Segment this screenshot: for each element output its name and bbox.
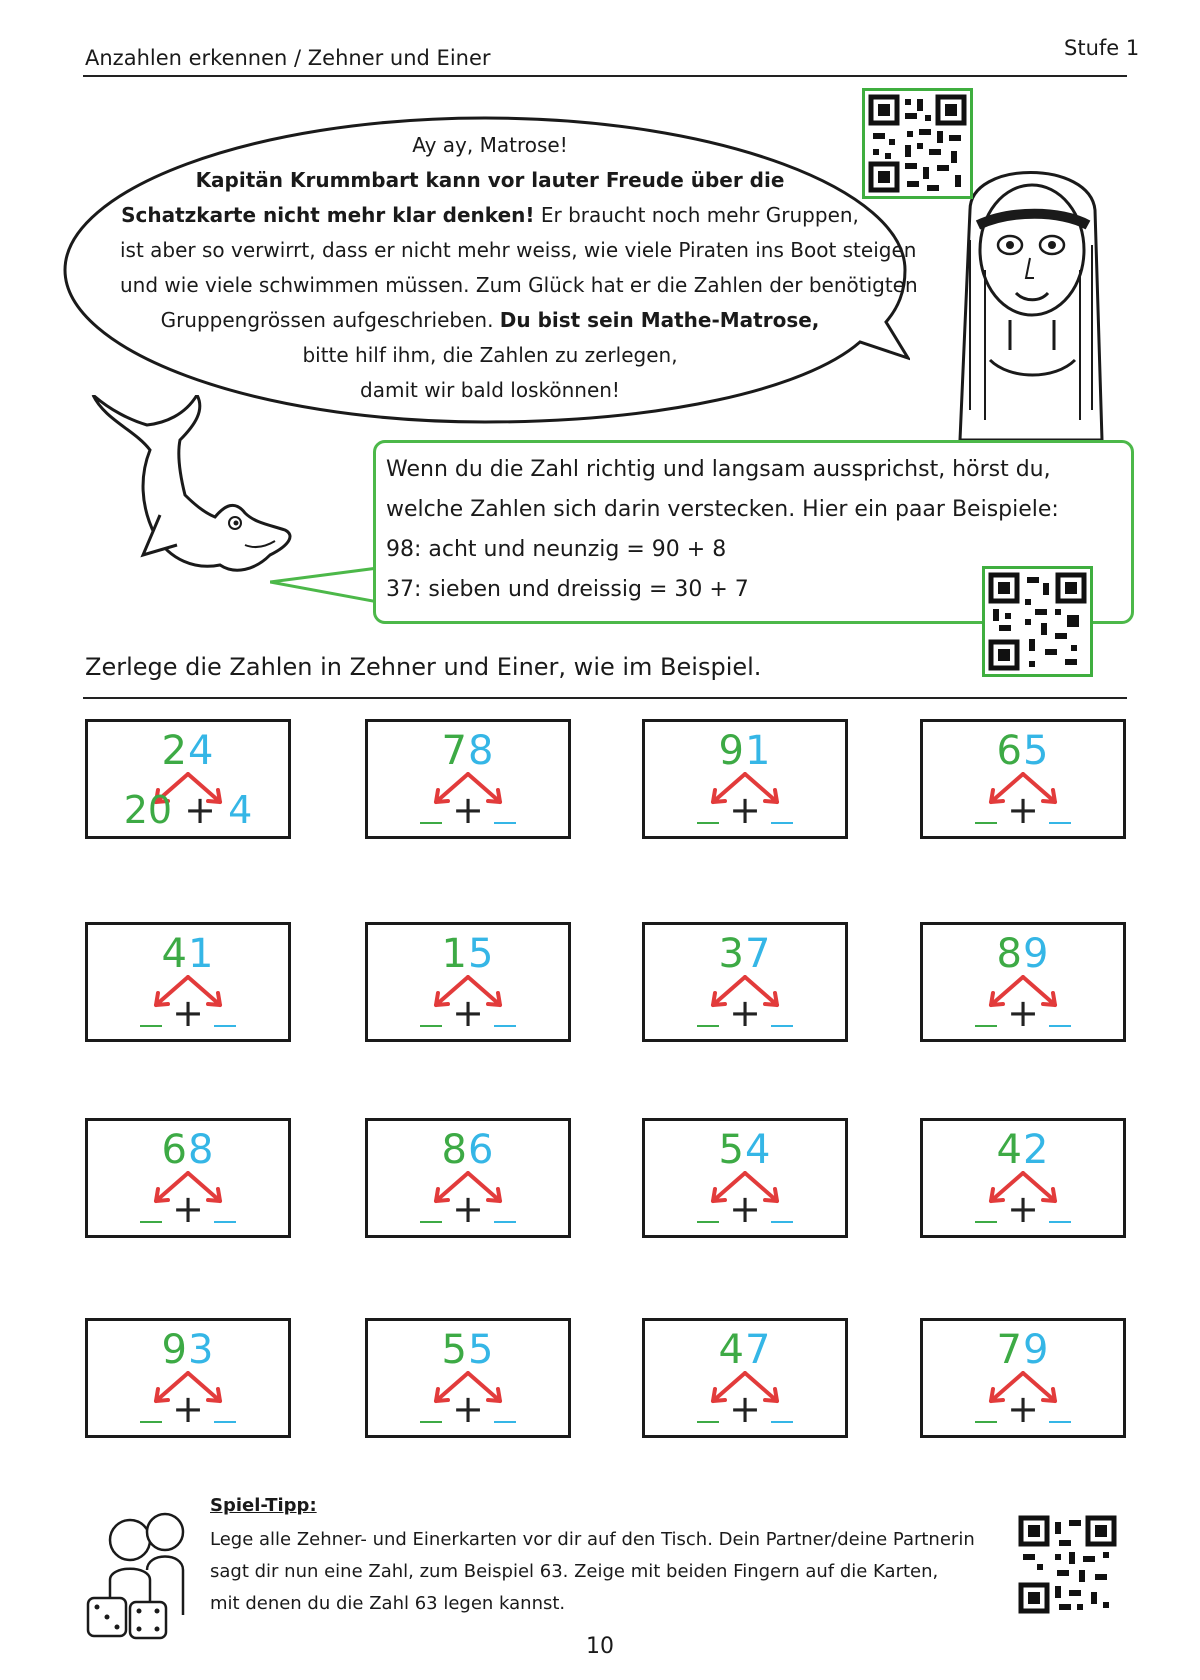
- ones-blank[interactable]: [771, 1421, 793, 1423]
- number-card: [85, 1118, 291, 1238]
- card-number: [923, 931, 1123, 977]
- hint-example: 37: sieben und dreissig = 30 + 7: [386, 577, 749, 602]
- tip-text: [210, 1524, 975, 1620]
- tens-blank[interactable]: [697, 822, 719, 824]
- plus-sign: +: [1007, 788, 1039, 832]
- ones-digit: 8: [468, 728, 495, 774]
- ones-digit: 2: [1023, 1127, 1050, 1173]
- instruction-divider: [83, 697, 1127, 699]
- tens-blank[interactable]: [697, 1221, 719, 1223]
- card-number: [923, 728, 1123, 774]
- tens-digit: 4: [161, 931, 188, 977]
- level-label: Stufe 1: [1064, 36, 1140, 60]
- number-card: [642, 1318, 848, 1438]
- bubble-line: damit wir bald loskönnen!: [360, 378, 620, 402]
- plus-sign: +: [452, 991, 484, 1035]
- bubble-bold-line: Schatzkarte nicht mehr klar denken!: [121, 203, 535, 227]
- card-number: [645, 931, 845, 977]
- number-card: [365, 719, 571, 839]
- card-number: [368, 1127, 568, 1173]
- tip-heading: Spiel-Tipp:: [210, 1495, 317, 1516]
- card-number: [88, 931, 288, 977]
- tens-blank[interactable]: [975, 822, 997, 824]
- tip-line: Lege alle Zehner- und Einerkarten vor dir auf den Tisch. Dein Partner/deine Partnerin: [210, 1529, 975, 1550]
- card-answer: [645, 1387, 845, 1431]
- plus-sign: +: [729, 991, 761, 1035]
- ones-blank[interactable]: [771, 1025, 793, 1027]
- card-answer: [645, 991, 845, 1035]
- number-card: [920, 1118, 1126, 1238]
- hint-text: [386, 450, 1086, 610]
- card-number: [88, 728, 288, 774]
- plus-sign: +: [729, 1387, 761, 1431]
- ones-digit: 5: [468, 931, 495, 977]
- bubble-line: Er braucht noch mehr Gruppen,: [534, 203, 859, 227]
- card-answer: [923, 991, 1123, 1035]
- card-answer: [88, 1387, 288, 1431]
- card-answer: [368, 788, 568, 832]
- tens-digit: 7: [441, 728, 468, 774]
- plus-sign: +: [1007, 1187, 1039, 1231]
- number-card: [85, 922, 291, 1042]
- ones-blank[interactable]: [494, 1421, 516, 1423]
- card-number: [923, 1127, 1123, 1173]
- card-number: [88, 1127, 288, 1173]
- tens-digit: 8: [996, 931, 1023, 977]
- ones-digit: 7: [745, 931, 772, 977]
- tens-digit: 4: [718, 1327, 745, 1373]
- number-card: [642, 922, 848, 1042]
- card-answer: [645, 1187, 845, 1231]
- tens-digit: 3: [718, 931, 745, 977]
- card-answer: [923, 788, 1123, 832]
- tens-blank[interactable]: [697, 1025, 719, 1027]
- ones-blank[interactable]: [214, 1421, 236, 1423]
- ones-blank[interactable]: [1049, 1221, 1071, 1223]
- card-answer: [923, 1187, 1123, 1231]
- tens-digit: 7: [996, 1327, 1023, 1373]
- hint-line: Wenn du die Zahl richtig und langsam aussprichst, hörst du,: [386, 457, 1051, 482]
- ones-blank[interactable]: [494, 822, 516, 824]
- card-answer: [923, 1387, 1123, 1431]
- ones-digit: 7: [745, 1327, 772, 1373]
- ones-blank[interactable]: [214, 1221, 236, 1223]
- bubble-line: Gruppengrössen aufgeschrieben.: [160, 308, 500, 332]
- number-card: [642, 719, 848, 839]
- card-number: [368, 931, 568, 977]
- plus-sign: +: [729, 788, 761, 832]
- hint-line: welche Zahlen sich darin verstecken. Hier ein paar Beispiele:: [386, 497, 1059, 522]
- plus-sign: +: [452, 1187, 484, 1231]
- tens-blank[interactable]: [420, 822, 442, 824]
- ones-digit: 5: [468, 1327, 495, 1373]
- answer-ones: 4: [228, 788, 253, 832]
- tens-digit: 4: [996, 1127, 1023, 1173]
- tens-digit: 5: [441, 1327, 468, 1373]
- ones-digit: 1: [745, 728, 772, 774]
- ones-digit: 1: [188, 931, 215, 977]
- card-number: [645, 1327, 845, 1373]
- ones-blank[interactable]: [1049, 822, 1071, 824]
- tip-line: mit denen du die Zahl 63 legen kannst.: [210, 1593, 566, 1614]
- task-instruction: Zerlege die Zahlen in Zehner und Einer, wie im Beispiel.: [85, 653, 762, 681]
- qr-code: [862, 88, 973, 199]
- tens-blank[interactable]: [420, 1221, 442, 1223]
- dolphin-illustration: [85, 395, 300, 605]
- ones-blank[interactable]: [494, 1221, 516, 1223]
- card-answer: [368, 1387, 568, 1431]
- ones-digit: 5: [1023, 728, 1050, 774]
- ones-digit: 6: [468, 1127, 495, 1173]
- number-card: [920, 719, 1126, 839]
- tens-digit: 9: [718, 728, 745, 774]
- qr-code: [982, 566, 1093, 677]
- ones-digit: 4: [745, 1127, 772, 1173]
- number-card: [365, 1118, 571, 1238]
- ones-blank[interactable]: [214, 1025, 236, 1027]
- tens-blank[interactable]: [975, 1221, 997, 1223]
- speech-text: [120, 128, 918, 408]
- tens-blank[interactable]: [420, 1025, 442, 1027]
- tens-digit: 8: [441, 1127, 468, 1173]
- ones-blank[interactable]: [1049, 1025, 1071, 1027]
- tens-digit: 9: [161, 1327, 188, 1373]
- answer-tens: 20: [123, 788, 173, 832]
- card-answer: [88, 788, 288, 832]
- card-answer: [368, 1187, 568, 1231]
- bubble-bold-line: Du bist sein Mathe-Matrose,: [499, 308, 820, 332]
- card-number: [88, 1327, 288, 1373]
- plus-sign: +: [172, 1187, 204, 1231]
- bubble-greeting: Ay ay, Matrose!: [412, 133, 568, 157]
- number-card: [85, 719, 291, 839]
- ones-digit: 8: [188, 1127, 215, 1173]
- card-answer: [88, 991, 288, 1035]
- tens-blank[interactable]: [975, 1025, 997, 1027]
- tens-digit: 6: [161, 1127, 188, 1173]
- plus-sign: +: [729, 1187, 761, 1231]
- plus-sign: +: [1007, 1387, 1039, 1431]
- card-number: [368, 1327, 568, 1373]
- header-title: Anzahlen erkennen / Zehner und Einer: [85, 46, 491, 70]
- card-number: [368, 728, 568, 774]
- tens-digit: 1: [441, 931, 468, 977]
- tens-blank[interactable]: [697, 1421, 719, 1423]
- ones-blank[interactable]: [771, 822, 793, 824]
- number-card: [920, 1318, 1126, 1438]
- bubble-bold-line: Kapitän Krummbart kann vor lauter Freude über die: [195, 168, 785, 192]
- header-divider: [83, 75, 1127, 77]
- plus-sign: +: [172, 991, 204, 1035]
- plus-sign: +: [172, 788, 229, 832]
- tip-line: sagt dir nun eine Zahl, zum Beispiel 63. Zeige mit beiden Fingern auf die Karten,: [210, 1561, 939, 1582]
- qr-code: [1015, 1512, 1120, 1617]
- card-answer: [645, 788, 845, 832]
- page-number: 10: [586, 1634, 614, 1659]
- card-number: [645, 1127, 845, 1173]
- tens-digit: 6: [996, 728, 1023, 774]
- number-card: [365, 1318, 571, 1438]
- ones-blank[interactable]: [1049, 1421, 1071, 1423]
- plus-sign: +: [1007, 991, 1039, 1035]
- game-tip-icon: [85, 1510, 200, 1645]
- bubble-line: und wie viele schwimmen müssen. Zum Glück hat er die Zahlen der benötigten: [120, 273, 918, 297]
- ones-blank[interactable]: [771, 1221, 793, 1223]
- tens-blank[interactable]: [140, 1025, 162, 1027]
- ones-digit: 3: [188, 1327, 215, 1373]
- hint-pointer: [270, 560, 380, 610]
- tens-digit: 5: [718, 1127, 745, 1173]
- tens-blank[interactable]: [140, 1221, 162, 1223]
- tens-blank[interactable]: [140, 1421, 162, 1423]
- card-number: [923, 1327, 1123, 1373]
- tens-digit: 2: [161, 728, 188, 774]
- card-answer: [88, 1187, 288, 1231]
- ones-blank[interactable]: [494, 1025, 516, 1027]
- hint-example: 98: acht und neunzig = 90 + 8: [386, 537, 727, 562]
- bubble-line: ist aber so verwirrt, dass er nicht mehr weiss, wie viele Piraten ins Boot steigen: [120, 238, 917, 262]
- plus-sign: +: [172, 1387, 204, 1431]
- card-answer: [368, 991, 568, 1035]
- plus-sign: +: [452, 1387, 484, 1431]
- number-card: [920, 922, 1126, 1042]
- ones-digit: 9: [1023, 1327, 1050, 1373]
- number-card: [642, 1118, 848, 1238]
- bubble-line: bitte hilf ihm, die Zahlen zu zerlegen,: [302, 343, 678, 367]
- plus-sign: +: [452, 788, 484, 832]
- tens-blank[interactable]: [420, 1421, 442, 1423]
- tens-blank[interactable]: [975, 1421, 997, 1423]
- ones-digit: 9: [1023, 931, 1050, 977]
- number-card: [85, 1318, 291, 1438]
- card-number: [645, 728, 845, 774]
- number-card: [365, 922, 571, 1042]
- ones-digit: 4: [188, 728, 215, 774]
